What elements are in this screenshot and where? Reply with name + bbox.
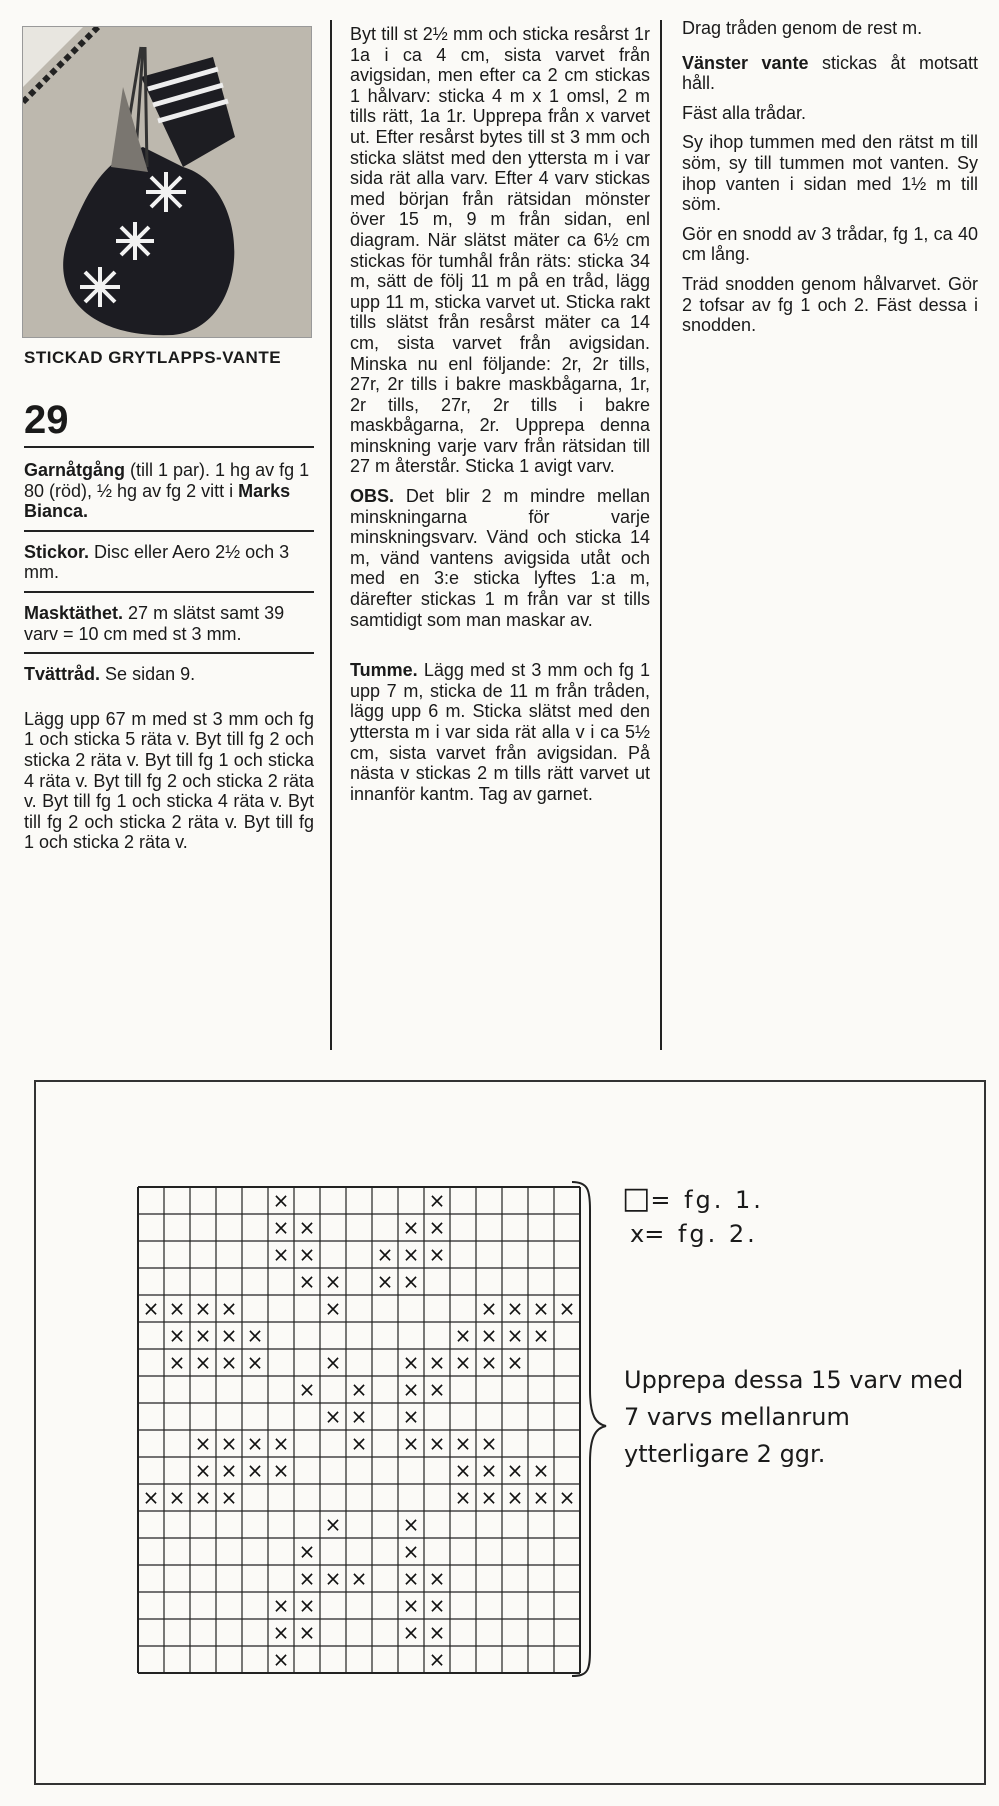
yarn-brand: Marks Bianca. — [24, 480, 291, 522]
chart-cell-fg2: × — [428, 1242, 446, 1267]
chart-cell-fg2: × — [194, 1296, 212, 1321]
chart-cell-fg2: × — [480, 1458, 498, 1483]
chart-cell-fg2: × — [220, 1431, 238, 1456]
legend-item-fg1 — [622, 1182, 764, 1217]
chart-cell-fg2: × — [376, 1242, 394, 1267]
column-rule-1 — [330, 20, 332, 1050]
chart-cell-fg2: × — [220, 1458, 238, 1483]
yarn-text: (till 1 par). 1 hg av fg 1 80 (röd), ½ hg av fg 2 vitt i — [24, 460, 310, 501]
chart-cell-fg2: × — [402, 1431, 420, 1456]
chart-cell-fg2: × — [428, 1377, 446, 1402]
chart-cell-fg2: × — [220, 1485, 238, 1510]
chart-cell-fg2: × — [298, 1566, 316, 1591]
chart-cell-fg2: × — [428, 1620, 446, 1645]
brace-icon — [570, 1180, 610, 1680]
chart-cell-fg2: × — [506, 1485, 524, 1510]
chart-cell-fg2: × — [324, 1512, 342, 1537]
col3-paragraph-1: Drag tråden genom de rest m. — [682, 18, 923, 38]
chart-legend — [622, 1182, 764, 1251]
chart-cell-fg2: × — [402, 1620, 420, 1645]
chart-cell-fg2: × — [532, 1296, 550, 1321]
chart-cell-fg2: × — [376, 1269, 394, 1294]
wash-text: Se sidan 9. — [105, 664, 196, 685]
col3-paragraph-6: Träd snodden genom hålvarvet. Gör 2 tofsar av fg 1 och 2. Fäst dessa i snodden. — [682, 273, 978, 336]
chart-cell-fg2: × — [298, 1620, 316, 1645]
chart-cell-fg2: × — [350, 1431, 368, 1456]
mitten-photo — [22, 26, 312, 338]
chart-cell-fg2: × — [532, 1323, 550, 1348]
chart-cell-fg2: × — [428, 1431, 446, 1456]
chart-cell-fg2: × — [454, 1323, 472, 1348]
chart-cell-fg2: × — [402, 1242, 420, 1267]
chart-cell-fg2: × — [220, 1350, 238, 1375]
chart-cell-fg2: × — [428, 1647, 446, 1672]
obs-text: Det blir 2 m mindre mellan minskningarna för varje minskningsvarv. Vänd och sticka 14 m, vänd vantens avigsida utåt och med en 3:e sticka lyftes 1:a m, därefter stickas 1 m från var st tills samtidigt som man maskar av. — [350, 486, 650, 630]
thumb-paragraph — [350, 660, 650, 804]
chart-cell-fg2: × — [298, 1593, 316, 1618]
chart-cell-fg2: × — [194, 1485, 212, 1510]
main-instructions: Byt till st 2½ mm och sticka resårst 1r 1a i ca 4 cm, sista varvet från avigsidan, men efter ca 2 cm stickas 1 hålvarv: sticka 4 m x 1 omsl, 2 m tills rätt, 1a 1r. Upprepa från x varvet ut. Efter resårst bytes till st 3 mm och sticka slätst med den yttersta m i var sida rät alla varv. Efter 4 varv stickas med början från rätsidan mönster över 15 m, 9 m från sidan, enl diagram. När slätst mäter ca 6½ cm stickas för tumhål från räts: sticka 34 m, sätt de följ 11 m på en tråd, lägg upp 11 m, sticka varvet ut. Sticka rakt tills slätst från resårst mäter ca 14 cm, sista varvet från avigsidan. Minska nu enl följande: 2r, 2r tills, 27r, 2r tills i bakre maskbågarna, 1r, 2r tills, 27r, 2r tills i bakre maskbågarna, 2r. Upprepa denna minskning varje varv från rätsidan till 27 m återstår. Sticka 1 avigt varv. — [350, 24, 650, 477]
chart-cell-fg2: × — [350, 1377, 368, 1402]
chart-cell-fg2: × — [220, 1323, 238, 1348]
obs-label: OBS. — [350, 486, 395, 507]
chart-cell-fg2: × — [246, 1323, 264, 1348]
divider — [24, 446, 314, 448]
chart-cell-fg2: × — [324, 1350, 342, 1375]
chart-cell-fg2: × — [142, 1485, 160, 1510]
chart-cell-fg2: × — [428, 1188, 446, 1213]
chart-cell-fg2: × — [298, 1377, 316, 1402]
column-3 — [682, 18, 978, 345]
chart-cell-fg2: × — [246, 1458, 264, 1483]
chart-cell-fg2: × — [298, 1539, 316, 1564]
chart-cell-fg2: × — [454, 1485, 472, 1510]
chart-cell-fg2: × — [246, 1431, 264, 1456]
chart-cell-fg2: × — [298, 1269, 316, 1294]
wash-section — [24, 664, 314, 685]
legend-symbol-fg1: □ — [622, 1181, 651, 1216]
chart-cell-fg2: × — [506, 1458, 524, 1483]
legend-text-fg2: = fg. 2. — [644, 1220, 758, 1248]
thumb-text: Lägg med st 3 mm och fg 1 upp 7 m, sticka de 11 m från tråden, lägg upp 6 m. Sticka slätst med den yttersta m i var sida rät alla v i ca 5½ cm, sista varvet från avigsidan. På nästa v stickas 2 m tills rätt varvet ut innanför kantm. Tag av garnet. — [350, 660, 650, 804]
thumb-label: Tumme. — [350, 660, 418, 681]
chart-cell-fg2: × — [324, 1404, 342, 1429]
mitten-icon — [23, 27, 311, 337]
chart-cell-fg2: × — [506, 1323, 524, 1348]
chart-cell-fg2: × — [402, 1215, 420, 1240]
chart-cell-fg2: × — [272, 1188, 290, 1213]
chart-cell-fg2: × — [324, 1296, 342, 1321]
chart-cell-fg2: × — [298, 1215, 316, 1240]
col3-paragraph-3: Fäst alla trådar. — [682, 102, 807, 123]
legend-item-fg2 — [622, 1217, 764, 1251]
chart-cell-fg2: × — [272, 1242, 290, 1267]
chart-cell-fg2: × — [480, 1485, 498, 1510]
col3-paragraph-5: Gör en snodd av 3 trådar, fg 1, ca 40 cm lång. — [682, 223, 978, 265]
chart-cell-fg2: × — [194, 1431, 212, 1456]
chart-cell-fg2: × — [194, 1458, 212, 1483]
chart-cell-fg2: × — [428, 1593, 446, 1618]
yarn-label: Garnåtgång — [24, 460, 126, 480]
chart-cell-fg2: × — [532, 1458, 550, 1483]
chart-cell-fg2: × — [532, 1485, 550, 1510]
yarn-section — [24, 460, 314, 532]
column-2 — [350, 24, 650, 813]
gauge-section — [24, 603, 314, 654]
legend-symbol-fg2: x — [630, 1220, 645, 1248]
chart-cell-fg2: × — [402, 1512, 420, 1537]
gauge-text: 27 m slätst samt 39 varv = 10 cm med st 3 mm. — [24, 602, 285, 644]
chart-cell-fg2: × — [506, 1296, 524, 1321]
chart-cell-fg2: × — [168, 1485, 186, 1510]
left-mitten-paragraph — [682, 53, 978, 94]
chart-cell-fg2: × — [194, 1350, 212, 1375]
wash-label: Tvättråd. — [24, 664, 101, 685]
intro-paragraph: Lägg upp 67 m med st 3 mm och fg 1 och sticka 5 räta v. Byt till fg 2 och sticka 2 räta v. Byt till fg 1 och sticka 4 räta v. Byt till fg 2 och sticka 2 räta v. Byt till fg 1 och sticka 4 räta v. Byt till fg 2 och sticka 2 räta v. Byt till fg 1 och sticka 2 räta v. — [24, 708, 314, 853]
chart-cell-fg2: × — [480, 1350, 498, 1375]
chart-cell-fg2: × — [506, 1350, 524, 1375]
chart-cell-fg2: × — [272, 1593, 290, 1618]
chart-note: Upprepa dessa 15 varv med 7 varvs mellanrum ytterligare 2 ggr. — [624, 1366, 964, 1468]
chart-cell-fg2: × — [168, 1323, 186, 1348]
left-mitten-text: stickas åt motsatt håll. — [682, 52, 978, 94]
chart-cell-fg2: × — [246, 1350, 264, 1375]
needles-label: Stickor. — [24, 541, 90, 562]
chart-cell-fg2: × — [402, 1593, 420, 1618]
column-1 — [24, 348, 314, 862]
chart-cell-fg2: × — [272, 1458, 290, 1483]
chart-cell-fg2: × — [402, 1377, 420, 1402]
chart-cell-fg2: × — [168, 1296, 186, 1321]
chart-cell-fg2: × — [454, 1431, 472, 1456]
page-title: STICKAD GRYTLAPPS-VANTE — [24, 348, 282, 367]
chart-cell-fg2: × — [272, 1215, 290, 1240]
chart-cell-fg2: × — [480, 1431, 498, 1456]
chart-cell-fg2: × — [454, 1458, 472, 1483]
chart-cell-fg2: × — [402, 1404, 420, 1429]
chart-cell-fg2: × — [298, 1242, 316, 1267]
chart-cell-fg2: × — [428, 1215, 446, 1240]
chart-cell-fg2: × — [558, 1296, 576, 1321]
chart-cell-fg2: × — [428, 1350, 446, 1375]
chart-cell-fg2: × — [324, 1566, 342, 1591]
chart-cell-fg2: × — [272, 1647, 290, 1672]
chart-cell-fg2: × — [272, 1620, 290, 1645]
chart-cell-fg2: × — [480, 1296, 498, 1321]
chart-cell-fg2: × — [324, 1269, 342, 1294]
chart-cell-fg2: × — [402, 1350, 420, 1375]
column-rule-2 — [660, 20, 662, 1050]
chart-cell-fg2: × — [402, 1566, 420, 1591]
obs-paragraph — [350, 486, 650, 630]
chart-cell-fg2: × — [142, 1296, 160, 1321]
knitting-chart — [136, 1185, 582, 1675]
legend-text-fg1: = fg. 1. — [650, 1186, 764, 1214]
chart-cell-fg2: × — [454, 1350, 472, 1375]
left-mitten-label: Vänster vante — [682, 52, 809, 73]
pattern-number: 29 — [24, 398, 69, 442]
col3-paragraph-4: Sy ihop tummen med den rätst m till söm, sy till tummen mot vanten. Sy ihop vanten i sidan med 1½ m till söm. — [682, 132, 978, 215]
chart-cell-fg2: × — [350, 1404, 368, 1429]
chart-cell-fg2: × — [428, 1566, 446, 1591]
chart-cell-fg2: × — [168, 1350, 186, 1375]
chart-cell-fg2: × — [220, 1296, 238, 1321]
chart-cell-fg2: × — [272, 1431, 290, 1456]
chart-cell-fg2: × — [558, 1485, 576, 1510]
needles-text: Disc eller Aero 2½ och 3 mm. — [24, 541, 290, 583]
chart-cell-fg2: × — [402, 1539, 420, 1564]
gauge-label: Masktäthet. — [24, 602, 124, 623]
chart-cell-fg2: × — [194, 1323, 212, 1348]
chart-cell-fg2: × — [480, 1323, 498, 1348]
needles-section — [24, 542, 314, 593]
chart-cell-fg2: × — [350, 1566, 368, 1591]
chart-cell-fg2: × — [402, 1269, 420, 1294]
